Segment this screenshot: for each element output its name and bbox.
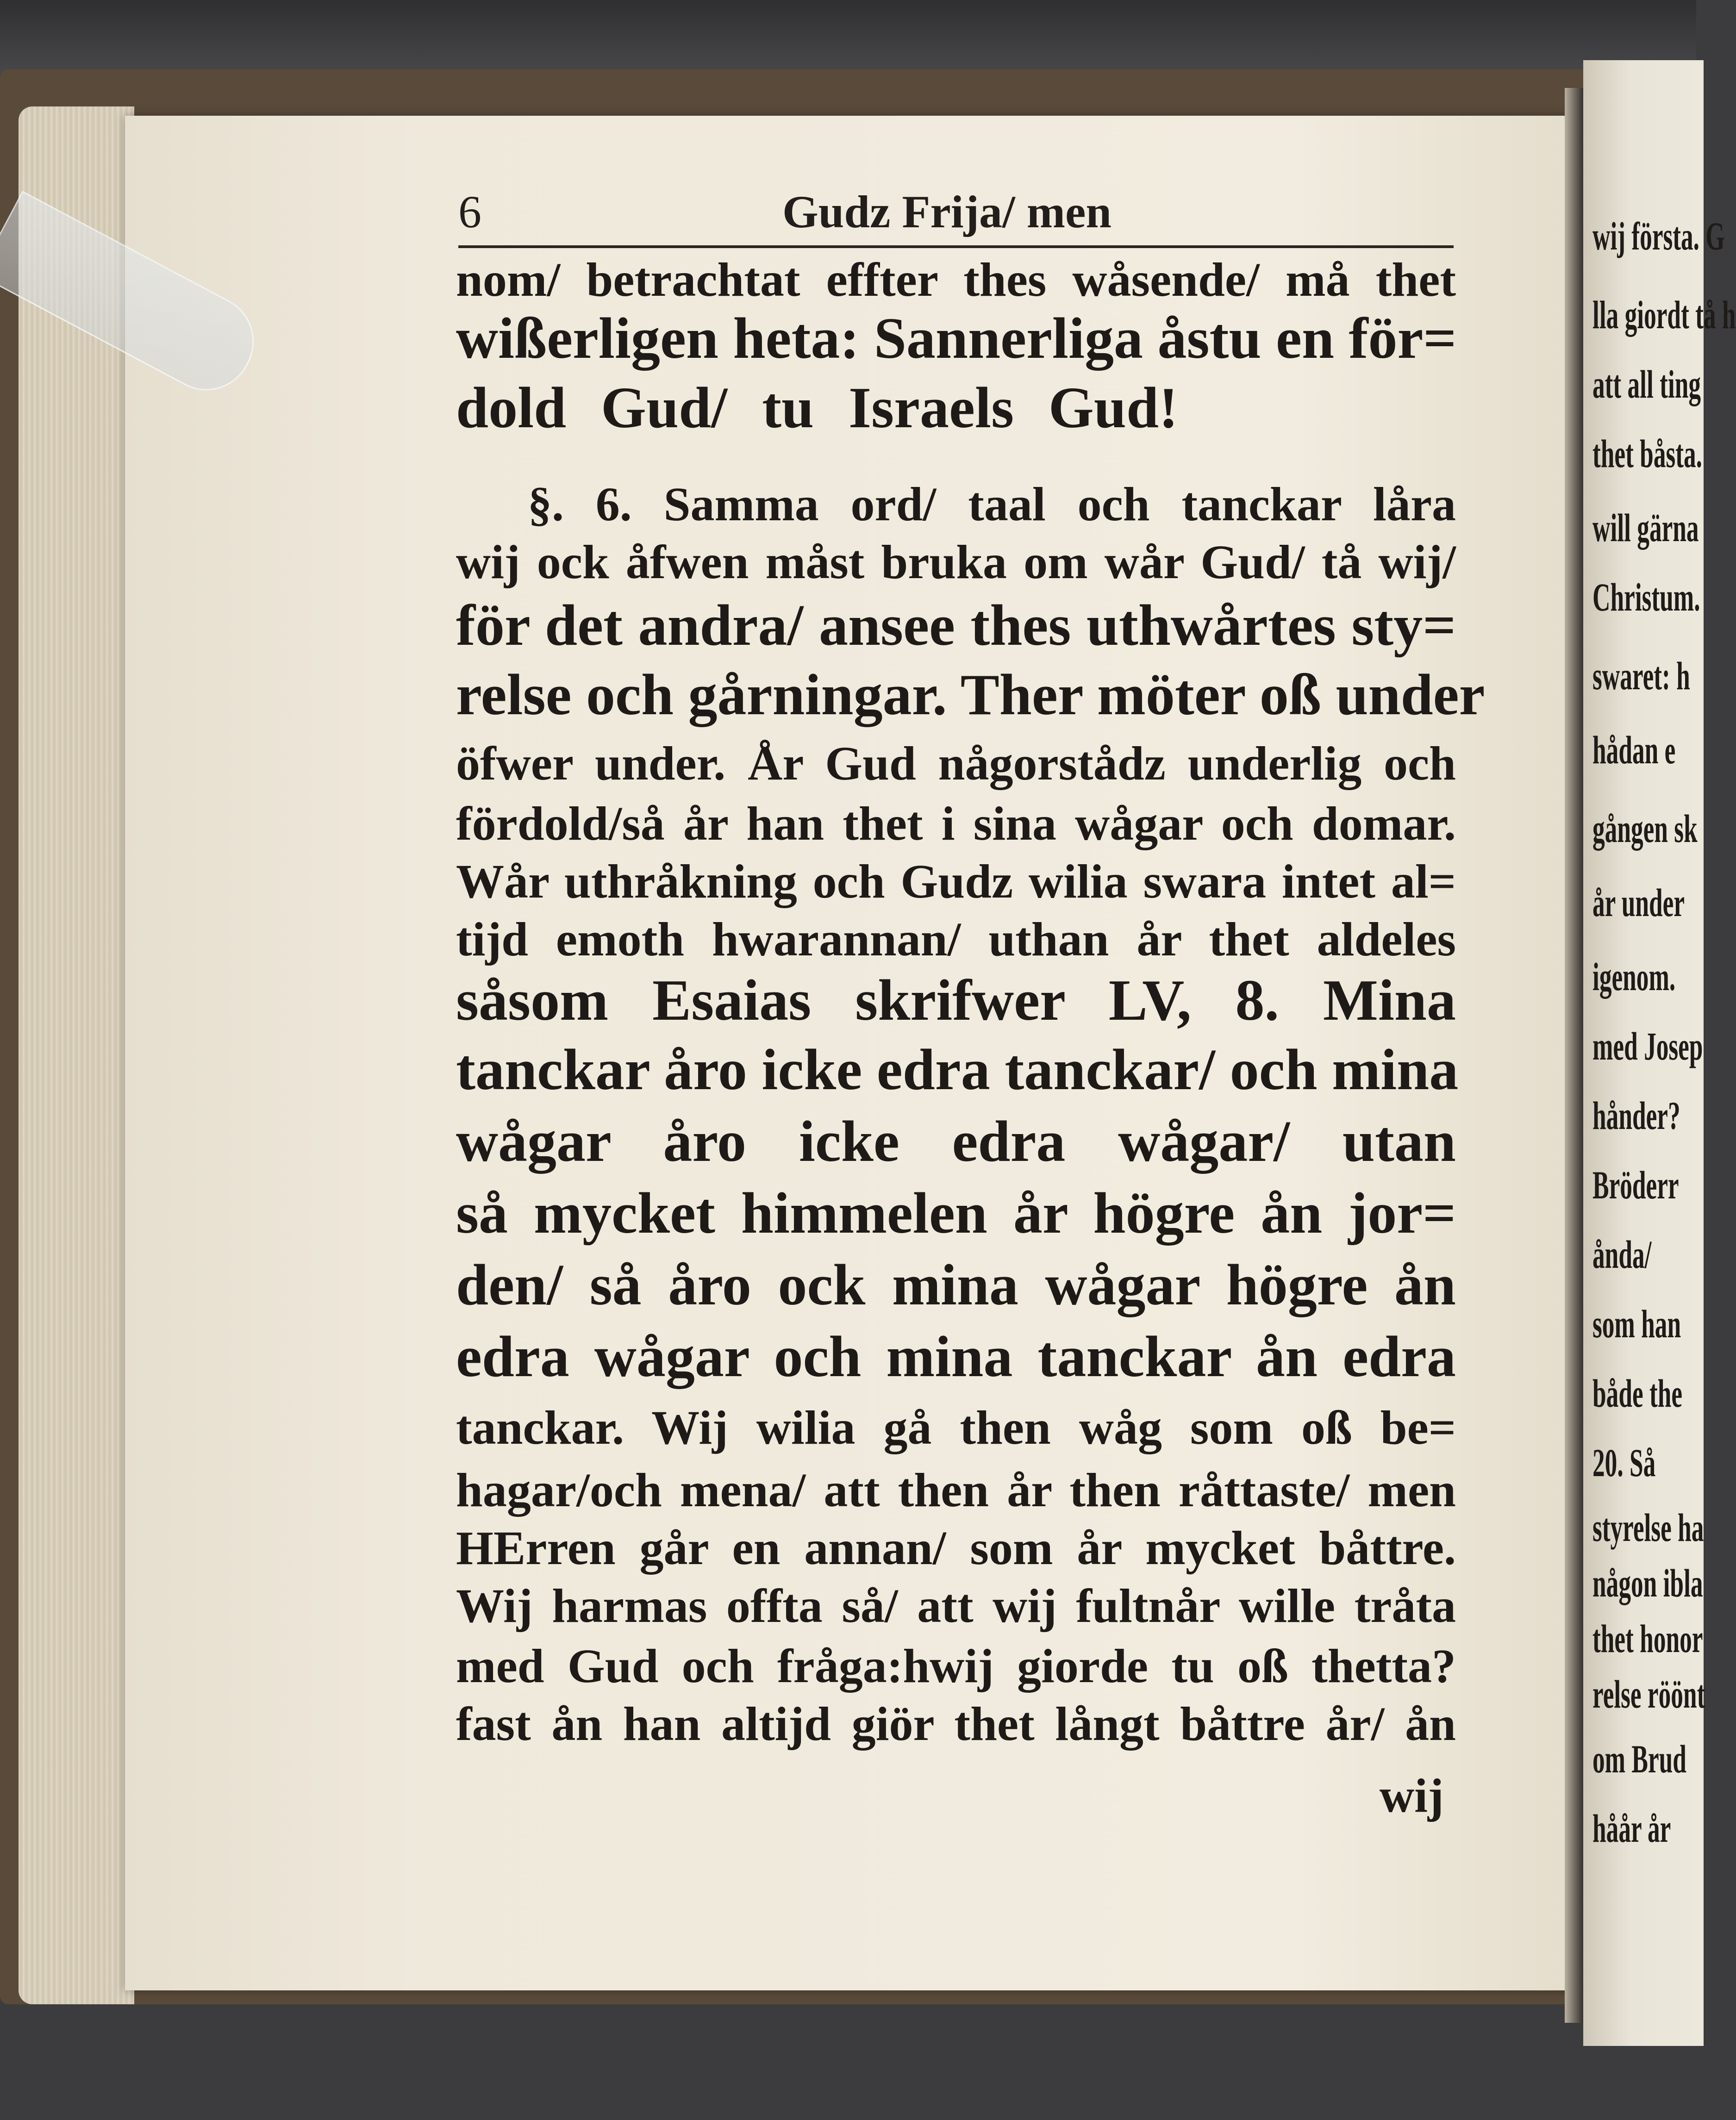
text-line: wågar åro icke edra wågar/ utan	[456, 1110, 1456, 1174]
text-line: fast ån han altijd giör thet långt båttre år/ ån	[456, 1697, 1456, 1751]
text-line: med Gud och fråga:hwij giorde tu oß thetta?	[456, 1640, 1456, 1693]
text-line: hagar/och mena/ att then år then råttaste/ men	[456, 1464, 1456, 1517]
facing-line: håår år	[1592, 1806, 1671, 1851]
facing-line: om Brud	[1592, 1737, 1686, 1781]
facing-line: relse röönt	[1592, 1672, 1705, 1716]
facing-line: styrelse ha	[1592, 1505, 1704, 1550]
facing-line: ånda/	[1592, 1232, 1652, 1277]
text-line: nom/ betrachtat effter thes wåsende/ må thet	[456, 253, 1456, 306]
facing-page	[1583, 60, 1736, 2046]
running-title: Gudz Frija/ men	[782, 186, 1112, 237]
facing-line: hånder?	[1592, 1093, 1680, 1138]
facing-line: igenom.	[1592, 954, 1676, 999]
facing-line: någon ibla	[1592, 1561, 1703, 1605]
text-line: wij ock åfwen måst bruka om wår Gud/ tå wij/	[456, 536, 1456, 589]
text-line: tanckar. Wij wilia gå then wåg som oß be=	[456, 1401, 1456, 1454]
text-line: såsom Esaias skrifwer LV, 8. Mina	[456, 968, 1456, 1033]
facing-line: år under	[1592, 880, 1685, 925]
text-line: relse och gårningar. Ther möter oß under	[456, 663, 1485, 727]
facing-line: swaret: h	[1592, 654, 1690, 698]
text-line: Wår uthråkning och Gudz wilia swara intet al=	[456, 855, 1456, 908]
background-top	[0, 0, 1696, 74]
facing-line: Bröderr	[1592, 1163, 1679, 1207]
facing-line: att all ting	[1592, 362, 1701, 406]
facing-line: både the	[1592, 1371, 1683, 1415]
facing-line: gången sk	[1592, 806, 1698, 851]
facing-line: Christum.	[1592, 575, 1700, 619]
facing-line: hådan e	[1592, 728, 1676, 772]
facing-line: lla giordt tå h	[1592, 293, 1736, 337]
text-line: tanckar åro icke edra tanckar/ och mina	[456, 1038, 1459, 1102]
text-line: för det andra/ ansee thes uthwårtes sty=	[456, 593, 1456, 658]
running-head	[458, 185, 1454, 248]
text-line: wißerligen heta: Sannerliga åstu en för=	[456, 306, 1457, 371]
text-line: fördold/så år han thet i sina wågar och domar.	[456, 797, 1456, 850]
facing-line: med Josep	[1592, 1024, 1703, 1068]
text-line: den/ så åro ock mina wågar högre ån	[456, 1253, 1456, 1317]
facing-line: thet båsta.	[1592, 431, 1702, 476]
text-line: §. 6. Samma ord/ taal och tanckar låra	[528, 478, 1456, 531]
facing-line: wij första. G	[1592, 214, 1725, 258]
text-line: öfwer under. År Gud någorstådz underlig och	[456, 737, 1456, 790]
facing-line: 20. Så	[1592, 1440, 1656, 1485]
text-line: edra wågar och mina tanckar ån edra	[456, 1325, 1456, 1389]
page-block-edge	[19, 106, 134, 2004]
page-number: 6	[458, 186, 481, 237]
facing-line: thet honor	[1592, 1616, 1703, 1661]
text-line: Wij harmas offta så/ att wij fultnår wille tråta	[456, 1579, 1456, 1633]
text-line: så mycket himmelen år högre ån jor=	[456, 1181, 1456, 1246]
text-line: tijd emoth hwarannan/ uthan år thet aldeles	[456, 913, 1456, 966]
facing-line: will gärna	[1592, 505, 1699, 550]
text-line: HErren går en annan/ som år mycket båttre.	[456, 1521, 1456, 1575]
text-line: dold Gud/ tu Israels Gud!	[456, 376, 1178, 440]
catchword: wij	[1380, 1769, 1444, 1822]
facing-line: som han	[1592, 1302, 1681, 1346]
